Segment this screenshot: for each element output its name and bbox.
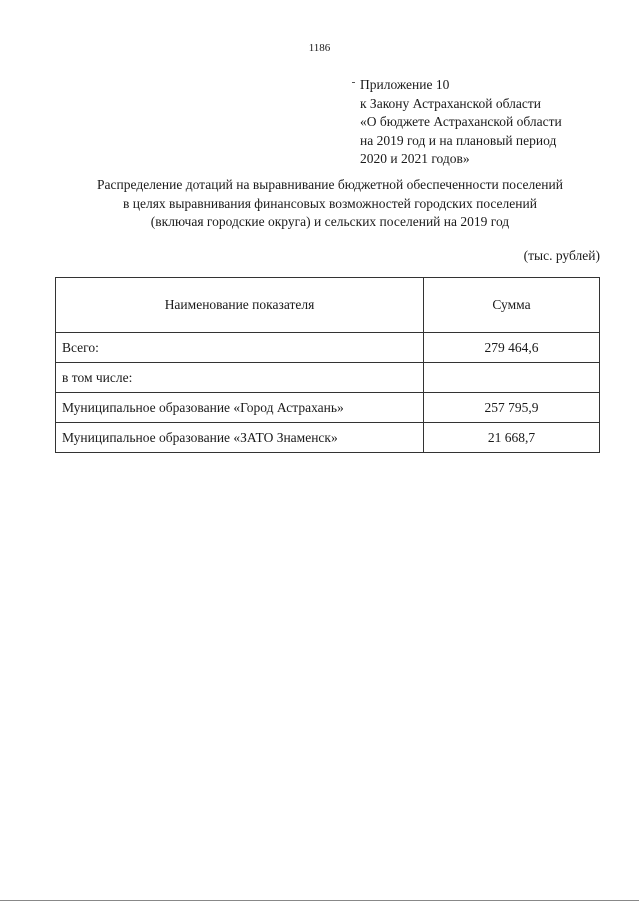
- table-row: [56, 423, 600, 453]
- page-bottom-edge: [0, 900, 639, 901]
- row-name: в том числе:: [56, 363, 424, 393]
- table-row: [56, 363, 600, 393]
- header-name: Наименование показателя: [56, 278, 424, 333]
- title-line: Распределение дотаций на выравнивание бюджетной обеспеченности поселений: [97, 177, 563, 192]
- appendix-block: [360, 76, 562, 169]
- table-header-row: [56, 278, 600, 333]
- row-sum: [424, 363, 600, 393]
- page-number: 1186: [308, 42, 331, 54]
- row-sum: 21 668,7: [424, 423, 600, 453]
- row-name: Муниципальное образование «Город Астрахань»: [56, 393, 424, 423]
- appendix-line: 2020 и 2021 годов»: [360, 151, 470, 166]
- document-title: [40, 176, 620, 232]
- appendix-line: «О бюджете Астраханской области: [360, 114, 562, 129]
- table-row: [56, 333, 600, 363]
- row-name: Всего:: [56, 333, 424, 363]
- table-row: [56, 393, 600, 423]
- appendix-line: к Закону Астраханской области: [360, 95, 542, 111]
- units-label: (тыс. рублей): [523, 248, 600, 263]
- row-sum: 279 464,6: [424, 333, 600, 363]
- title-line: (включая городские округа) и сельских поселений на 2019 год: [150, 214, 510, 229]
- row-sum: 257 795,9: [424, 393, 600, 423]
- row-name: Муниципальное образование «ЗАТО Знаменск»: [56, 423, 424, 453]
- header-sum: Сумма: [424, 278, 600, 333]
- title-line: в целях выравнивания финансовых возможностей городских поселений: [123, 195, 537, 211]
- scan-mark: [352, 82, 355, 83]
- data-table: [55, 277, 600, 453]
- appendix-line: Приложение 10: [360, 77, 450, 92]
- appendix-line: на 2019 год и на плановый период: [360, 132, 557, 148]
